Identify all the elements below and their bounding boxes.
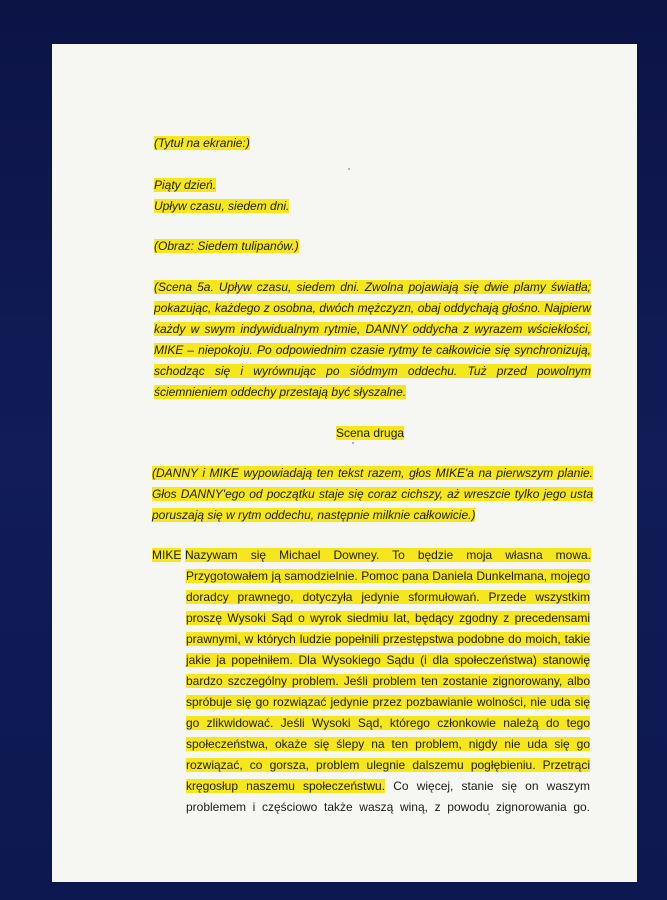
highlighted-phrase: kręgosłup naszemu społeczeństwu. bbox=[186, 779, 386, 793]
direction-line: poruszają się w rytm oddechu, następnie milknie całkowicie.) bbox=[152, 508, 476, 522]
speech-line: społeczeństwa, okaże się ślepy na ten problem, nigdy nie uda się go bbox=[186, 737, 590, 751]
scene-direction-line: schodząc się i wyrównując po siódmym oddechu. Tuż przed powolnym bbox=[154, 364, 591, 378]
direction-line: (DANNY i MIKE wypowiadają ten tekst razem, głos MIKE'a na pierwszym planie. bbox=[152, 466, 593, 480]
speaker-name: MIKE bbox=[152, 548, 182, 562]
day-title: Piąty dzień. bbox=[154, 178, 217, 192]
speech-line: proszę Wysoki Sąd o wyrok siedmiu lat, będący zgodny z precedensami bbox=[186, 611, 590, 625]
scene-heading: Scena druga bbox=[336, 426, 405, 440]
speech-line: rozwiązać, co gorsza, problem ulegnie dalszemu pogłębieniu. Przetrąci bbox=[186, 758, 590, 772]
speech-first-line bbox=[152, 547, 181, 563]
speech-first-line: Nazywam się Michael Downey. To będzie moja własna mowa. bbox=[185, 548, 591, 562]
time-pass: Upływ czasu, siedem dni. bbox=[154, 199, 290, 213]
unhighlighted-phrase: Co więcej, stanie się on waszym bbox=[385, 779, 590, 793]
scene-direction-line: (Scena 5a. Upływ czasu, siedem dni. Zwolna pojawiają się dwie plamy światła; bbox=[154, 280, 591, 294]
scene-direction-line: pokazując, każdego z osobna, dwóch mężczyzn, obaj oddychają głośno. Najpierw bbox=[154, 301, 591, 315]
speech-line: Przygotowałem ją samodzielnie. Pomoc pana Daniela Dunkelmana, mojego bbox=[186, 569, 590, 583]
paper-speck bbox=[348, 168, 350, 170]
title-note: (Tytuł na ekranie:) bbox=[154, 136, 250, 150]
scene-direction-line: ściemnieniem oddechy przestają być słyszalne. bbox=[154, 385, 407, 399]
speech-line: doradcy prawnego, dotyczyła jedynie sformułowań. Przede wszystkim bbox=[186, 590, 590, 604]
speech-line: bardzo szczególny problem. Jeśli problem ten zostanie zignorowany, albo bbox=[186, 674, 590, 688]
speech-line bbox=[186, 778, 590, 794]
speech-line: problemem i częściowo także waszą winą, z powodu zignorowania go. bbox=[186, 800, 590, 814]
scene-direction-line: każdy w swym indywidualnym rytmie, DANNY oddycha z wyrazem wściekłości, bbox=[154, 322, 591, 336]
speech-line: spróbuje się go rozwiązać jedynie przez pozbawianie wolności, nie uda się bbox=[186, 695, 590, 709]
speech-line: go zlikwidować. Jeśli Wysoki Sąd, którego członkowie należą do tego bbox=[186, 716, 590, 730]
scene-direction-line: MIKE – niepokoju. Po odpowiednim czasie rytmy te całkowicie się synchronizują, bbox=[154, 343, 591, 357]
speech-line: prawnymi, w których ludzie popełnili przestępstwa podobne do moich, takie bbox=[186, 632, 590, 646]
image-note: (Obraz: Siedem tulipanów.) bbox=[154, 239, 299, 253]
direction-line: Głos DANNY'ego od początku staje się coraz cichszy, aż wreszcie tylko jego usta bbox=[152, 487, 593, 501]
paper-speck bbox=[352, 442, 354, 444]
speech-line: jakie ja popełniłem. Dla Wysokiego Sądu (i dla społeczeństwa) stanowię bbox=[186, 653, 590, 667]
